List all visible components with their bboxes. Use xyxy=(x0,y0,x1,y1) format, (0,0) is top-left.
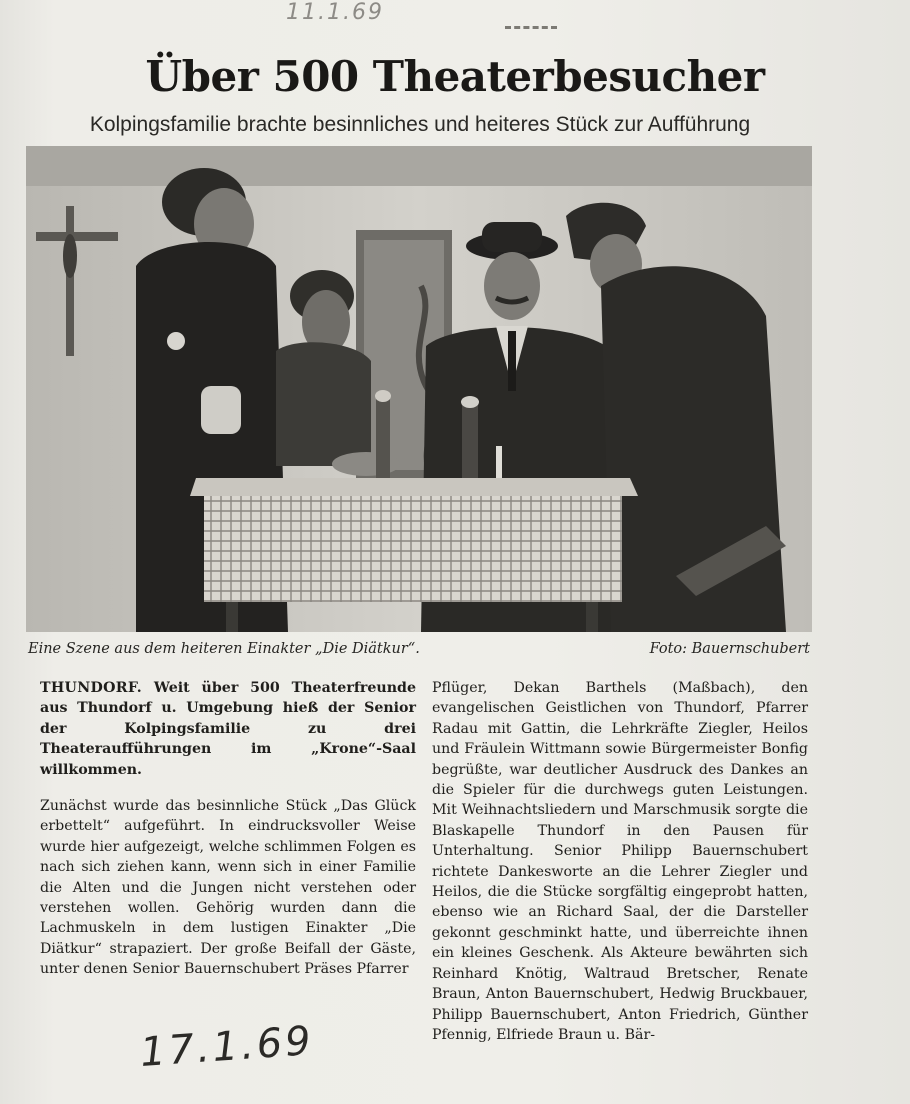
body-paragraph-right: Pflüger, Dekan Barthels (Maßbach), den evangelischen Geistlichen von Thundorf, Pfarrer Radau mit Gattin, die Lehrkräfte Ziegler, Heilos und Fräulein Wittmann sowie Bürgermeister Bonfig begrüßte, war deutlicher Ausdruck des Dankes an die Spieler für die durchwegs guten Leistungen. Mit Weihnachtsliedern und Marschmusik sorgte die Blaskapelle Thundorf in den Pausen für Unterhaltung. Senior Philipp Bauernschubert richtete Dankesworte an die Lehrer Ziegler und Heilos, die die Stücke sorgfältig eingeprobt hatten, ebenso wie an Richard Saal, der die Darsteller gekonnt geschminkt hatte, und überreichte ihnen ein kleines Geschenk. Als Akteure bewährten sich Reinhard Knötig, Waltraud Bretscher, Renate Braun, Anton Bauernschubert, Hedwig Bruckbauer, Philipp Bauernschubert, Anton Friedrich, Günther Pfennig, Elfriede Braun u. Bär- xyxy=(432,680,808,1043)
article-column-right xyxy=(432,678,808,1045)
subheadline: Kolpingsfamilie brachte besinnliches und heiteres Stück zur Aufführung xyxy=(89,113,751,136)
handwritten-date: 17.1.69 xyxy=(138,1017,316,1077)
stamp-date: 11.1.69 xyxy=(286,0,384,25)
body-paragraph-left: Zunächst wurde das besinnliche Stück „Das Glück erbettelt“ aufgeführt. In eindrucksvoller Weise wurde hier aufgezeigt, welche schlimmen Folgen es nach sich ziehen kann, wenn sich in einer Familie die Alten und die Jungen nicht verstehen oder verstehen wollen. Gehörig wurden dann die Lachmuskeln in dem lustigen Einakter „Die Diätkur“ strapaziert. Der große Beifall der Gäste, unter denen Senior Bauernschubert Präses Pfarrer xyxy=(40,798,416,978)
photo-caption: Eine Szene aus dem heiteren Einakter „Die Diätkur“. xyxy=(28,641,420,657)
headline: Über 500 Theaterbesucher xyxy=(145,52,765,101)
photo-credit: Foto: Bauernschubert xyxy=(649,641,810,657)
lead-text: Weit über 500 Theaterfreunde aus Thundorf u. Umgebung hieß der Senior der Kolpingsfamilie zu drei Theateraufführungen im „Krone“-Saal willkommen. xyxy=(40,680,416,778)
article-column-left xyxy=(40,678,416,980)
top-divider xyxy=(505,26,557,29)
dateline: THUNDORF. xyxy=(40,680,143,696)
article-photo xyxy=(26,146,812,632)
lead-paragraph xyxy=(40,678,416,780)
